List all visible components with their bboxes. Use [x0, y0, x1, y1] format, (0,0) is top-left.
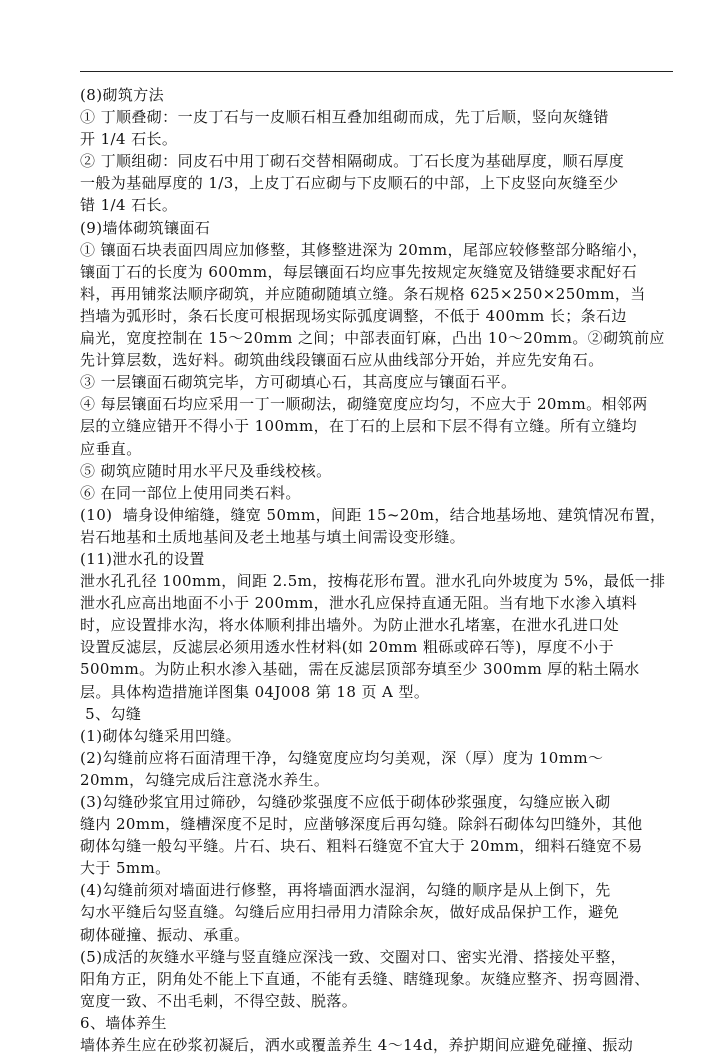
- text-line: (2)勾缝前应将石面清理干净，勾缝宽度应均匀美观，深（厚）度为 10mm～: [80, 748, 604, 767]
- text-line: 应垂直。: [80, 439, 142, 458]
- text-line: 开 1/4 石长。: [80, 130, 178, 149]
- text-line: 一般为基础厚度的 1/3，上皮丁石应砌与下皮顺石的中部，上下皮竖向灰缝至少: [80, 174, 619, 193]
- text-line: 阳角方正，阴角处不能上下直通，不能有丢缝、瞎缝现象。灰缝应整齐、拐弯圆滑、: [80, 969, 650, 988]
- text-line: 泄水孔孔径 100mm，间距 2.5m，按梅花形布置。泄水孔向外坡度为 5%，最低一排: [80, 572, 666, 591]
- text-line: 5、勾缝: [80, 704, 142, 723]
- text-line: (9)墙体砌筑镶面石: [80, 218, 211, 237]
- text-line: (4)勾缝前须对墙面进行修整，再将墙面洒水湿润，勾缝的顺序是从上倒下，先: [80, 881, 611, 900]
- text-line: (5)成活的灰缝水平缝与竖直缝应深浅一致、交圈对口、密实光滑、搭接处平整，: [80, 947, 627, 966]
- text-line: 错 1/4 石长。: [80, 196, 178, 215]
- text-line: ⑤ 砌筑应随时用水平尺及垂线校核。: [80, 461, 332, 480]
- text-line: 层。具体构造措施详图集 04J008 第 18 页 A 型。: [80, 682, 430, 701]
- text-line: 先计算层数，选好料。砌筑曲线段镶面石应从曲线部分开始，并应先安角石。: [80, 351, 604, 370]
- text-line: 500mm。为防止积水渗入基础，需在反滤层顶部夯填至少 300mm 厚的粘土隔水: [80, 660, 640, 679]
- text-line: 勾水平缝后勾竖直缝。勾缝后应用扫帚用力清除余灰，做好成品保护工作，避免: [80, 903, 620, 922]
- text-line: 时，应设置排水沟，将水体顺利排出墙外。为防止泄水孔堵塞，在泄水孔进口处: [80, 616, 620, 635]
- text-line: ② 丁顺组砌：同皮石中用丁砌石交替相隔砌成。丁石长度为基础厚度，顺石厚度: [80, 152, 625, 171]
- text-line: ③ 一层镶面石砌筑完毕，方可砌填心石，其高度应与镶面石平。: [80, 373, 517, 392]
- header-rule: [80, 71, 673, 72]
- text-line: (3)勾缝砂浆宜用过筛砂，勾缝砂浆强度不应低于砌体砂浆强度，勾缝应嵌入砌: [80, 793, 611, 811]
- text-line: ④ 每层镶面石均应采用一丁一顺砌法，砌缝宽度应均匀，不应大于 20mm。相邻两: [80, 395, 648, 414]
- text-line: 20mm，勾缝完成后注意浇水养生。: [80, 770, 330, 789]
- text-line: 宽度一致、不出毛刺，不得空鼓、脱落。: [80, 991, 358, 1010]
- text-line: (8)砌筑方法: [80, 86, 165, 104]
- text-line: 泄水孔应高出地面不小于 200mm，泄水孔应保持直通无阻。当有地下水渗入填料: [80, 594, 638, 613]
- text-line: 砌体勾缝一般勾平缝。片石、块石、粗料石缝宽不宜大于 20mm，细料石缝宽不易: [80, 837, 643, 856]
- text-line: 砌体碰撞、振动、承重。: [80, 925, 250, 944]
- text-line: (1)砌体勾缝采用凹缝。: [80, 726, 242, 745]
- text-line: 岩石地基和土质地基间及老土地基与填土间需设变形缝。: [80, 527, 466, 546]
- text-line: 6、墙体养生: [80, 1013, 167, 1032]
- text-line: ⑥ 在同一部位上使用同类石料。: [80, 483, 301, 502]
- text-line: (10) 墙身设伸缩缝，缝宽 50mm，间距 15~20m，结合地基场地、建筑情况布置，: [80, 505, 666, 524]
- text-line: 大于 5mm。: [80, 859, 171, 878]
- text-line: (11)泄水孔的设置: [80, 549, 205, 568]
- text-line: 墙体养生应在砂浆初凝后，洒水或覆盖养生 4～14d，养护期间应避免碰撞、振动: [80, 1036, 634, 1055]
- text-line: 镶面丁石的长度为 600mm，每层镶面石均应事先按规定灰缝宽及错缝要求配好石: [80, 262, 638, 281]
- text-line: 缝内 20mm，缝槽深度不足时，应凿够深度后再勾缝。除斜石砌体勾凹缝外，其他: [80, 815, 643, 834]
- text-line: ① 镶面石块表面四周应加修整，其修整进深为 20mm，尾部应较修整部分略缩小，: [80, 240, 648, 259]
- text-line: 挡墙为弧形时，条石长度可根据现场实际弧度调整，不低于 400mm 长；条石边: [80, 306, 627, 325]
- document-body: [80, 84, 678, 1056]
- text-line: 料，再用铺浆法顺序砌筑，并应随砌随填立缝。条石规格 625×250×250mm，当: [80, 284, 646, 303]
- text-line: 层的立缝应错开不得小于 100mm，在丁石的上层和下层不得有立缝。所有立缝均: [80, 417, 638, 436]
- text-line: 设置反滤层，反滤层必须用透水性材料(如 20mm 粗砾或碎石等)，厚度不小于: [80, 638, 614, 657]
- text-line: ① 丁顺叠砌：一皮丁石与一皮顺石相互叠加组砌而成，先丁后顺，竖向灰缝错: [80, 108, 609, 127]
- text-line: 扁光，宽度控制在 15～20mm 之间；中部表面钉麻，凸出 10～20mm。②砌筑前应: [80, 329, 665, 348]
